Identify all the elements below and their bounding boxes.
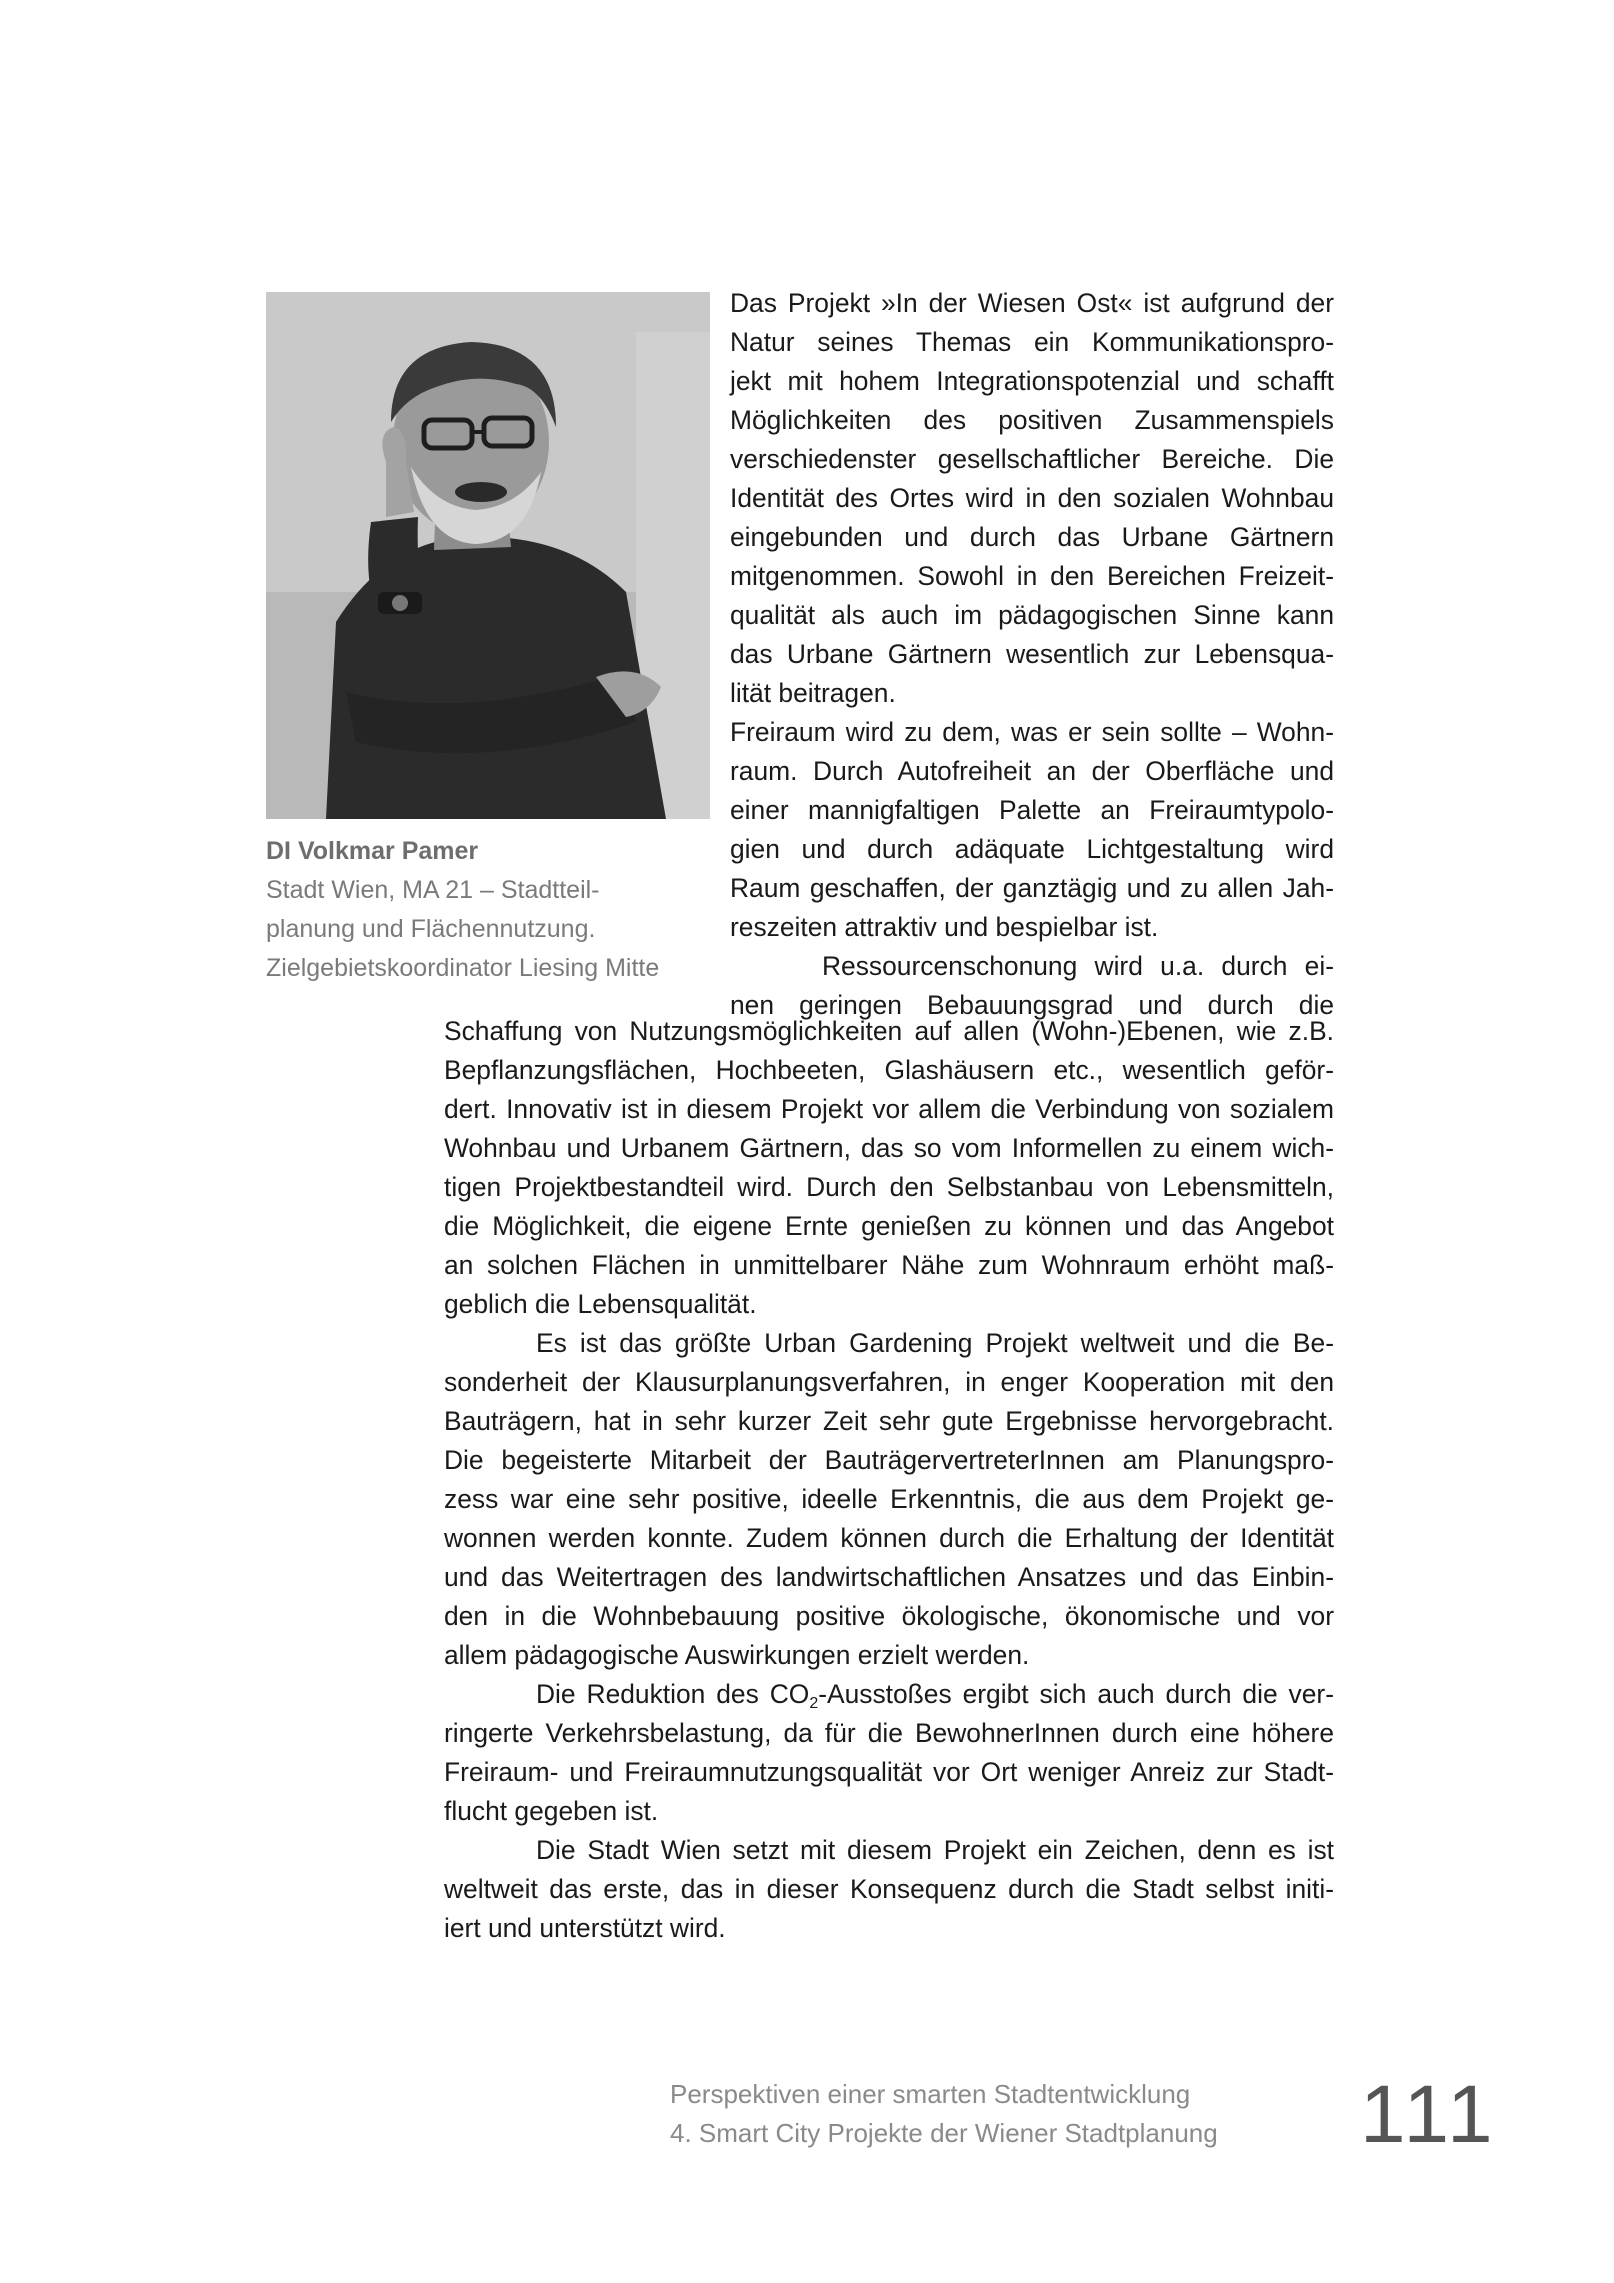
text-line: Freiraum- und Freiraumnutzungsqualität vor Ort weniger Anreiz zur Stadt- [444, 1757, 1334, 1787]
text-line: allem pädagogische Auswirkungen erzielt werden. [444, 1640, 1030, 1670]
text-line: weltweit das erste, das in dieser Konsequenz durch die Stadt selbst initi- [444, 1874, 1334, 1904]
text-line: gien und durch adäquate Lichtgestaltung wird [730, 834, 1334, 864]
text-line: und das Weitertragen des landwirtschaftlichen Ansatzes und das Einbin- [444, 1562, 1334, 1592]
co2-subscript: 2 [809, 1695, 819, 1712]
caption-line: Zielgebietskoordinator Liesing Mitte [266, 954, 660, 982]
text-line: Raum geschaffen, der ganztägig und zu allen Jah- [730, 873, 1334, 903]
text-line: lität beitragen. [730, 678, 896, 708]
photo-caption [266, 832, 726, 988]
footer-chapter: 4. Smart City Projekte der Wiener Stadtplanung [670, 2118, 1218, 2148]
text-line: die Möglichkeit, die eigene Ernte genießen zu können und das Angebot [444, 1211, 1334, 1241]
text-line: an solchen Flächen in unmittelbarer Nähe zum Wohnraum erhöht maß- [444, 1250, 1334, 1280]
body-text-right-column [730, 284, 1334, 1025]
text-line: sonderheit der Klausurplanungsverfahren, in enger Kooperation mit den [444, 1367, 1334, 1397]
page-number: 111 [1360, 2069, 1497, 2160]
co2-text-before: Die Reduktion des CO [536, 1679, 810, 1709]
caption-line: Stadt Wien, MA 21 – Stadtteil- [266, 876, 600, 904]
text-line: flucht gegeben ist. [444, 1796, 659, 1826]
co2-text-after: -Ausstoßes ergibt sich auch durch die ver- [818, 1679, 1334, 1709]
text-line: nen geringen Bebauungsgrad und durch die [730, 990, 1334, 1020]
running-footer [670, 2075, 1218, 2153]
text-line: verschiedenster gesellschaftlicher Bereiche. Die [730, 444, 1334, 474]
text-line: Identität des Ortes wird in den sozialen Wohnbau [730, 483, 1334, 513]
text-line: Bepflanzungsflächen, Hochbeeten, Glashäusern etc., wesentlich geför- [444, 1055, 1334, 1085]
footer-title: Perspektiven einer smarten Stadtentwicklung [670, 2079, 1191, 2109]
text-line: Ressourcenschonung wird u.a. durch ei- [822, 951, 1334, 981]
text-line: Bauträgern, hat in sehr kurzer Zeit sehr gute Ergebnisse hervorgebracht. [444, 1406, 1334, 1436]
text-line: Möglichkeiten des positiven Zusammenspiels [730, 405, 1334, 435]
text-line: raum. Durch Autofreiheit an der Oberfläche und [730, 756, 1334, 786]
text-line: Freiraum wird zu dem, was er sein sollte – Wohn- [730, 717, 1334, 747]
text-line: tigen Projektbestandteil wird. Durch den Selbstanbau von Lebensmitteln, [444, 1172, 1334, 1202]
text-line: den in die Wohnbebauung positive ökologische, ökonomische und vor [444, 1601, 1334, 1631]
text-line: Die Stadt Wien setzt mit diesem Projekt ein Zeichen, denn es ist [536, 1835, 1334, 1865]
text-line: Schaffung von Nutzungsmöglichkeiten auf allen (Wohn-)Ebenen, wie z.B. [444, 1016, 1334, 1046]
text-line: jekt mit hohem Integrationspotenzial und schafft [730, 366, 1334, 396]
text-line: ringerte Verkehrsbelastung, da für die BewohnerInnen durch eine höhere [444, 1718, 1334, 1748]
text-line: Wohnbau und Urbanem Gärtnern, das so vom Informellen zu einem wich- [444, 1133, 1334, 1163]
text-line: dert. Innovativ ist in diesem Projekt vor allem die Verbindung von sozialem [444, 1094, 1334, 1124]
text-line: zess war eine sehr positive, ideelle Erkenntnis, die aus dem Projekt ge- [444, 1484, 1334, 1514]
caption-line: planung und Flächennutzung. [266, 915, 596, 943]
portrait-photo [266, 292, 710, 819]
caption-name: DI Volkmar Pamer [266, 837, 479, 865]
text-line-co2 [444, 1675, 1334, 1714]
text-line: iert und unterstützt wird. [444, 1913, 726, 1943]
body-text-main [444, 1012, 1334, 1948]
text-line: Die begeisterte Mitarbeit der BauträgervertreterInnen am Planungspro- [444, 1445, 1334, 1475]
text-line: Natur seines Themas ein Kommunikationspro- [730, 327, 1334, 357]
text-line: Es ist das größte Urban Gardening Projekt weltweit und die Be- [536, 1328, 1334, 1358]
text-line: eingebunden und durch das Urbane Gärtnern [730, 522, 1334, 552]
text-line: mitgenommen. Sowohl in den Bereichen Freizeit- [730, 561, 1334, 591]
text-line: Das Projekt »In der Wiesen Ost« ist aufgrund der [730, 288, 1334, 318]
text-line: qualität als auch im pädagogischen Sinne kann [730, 600, 1334, 630]
text-line: wonnen werden konnte. Zudem können durch die Erhaltung der Identität [444, 1523, 1334, 1553]
text-line: einer mannigfaltigen Palette an Freiraumtypolo- [730, 795, 1334, 825]
text-line: das Urbane Gärtnern wesentlich zur Lebensqua- [730, 639, 1334, 669]
text-line: reszeiten attraktiv und bespielbar ist. [730, 912, 1159, 942]
portrait-illustration [266, 292, 710, 819]
text-line: geblich die Lebensqualität. [444, 1289, 757, 1319]
